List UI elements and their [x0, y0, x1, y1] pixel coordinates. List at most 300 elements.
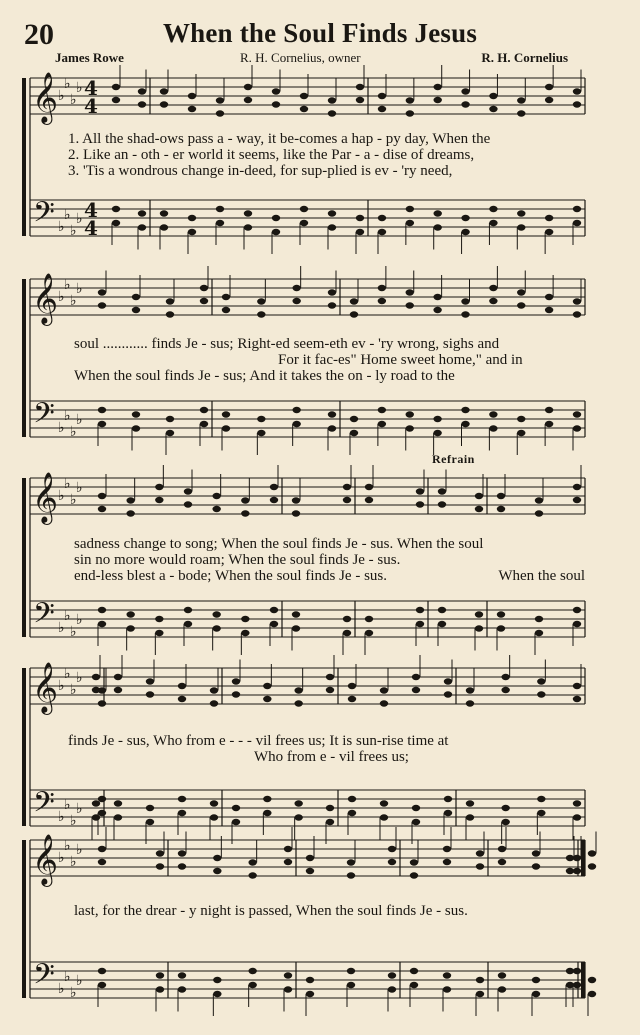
bass-note-head — [517, 416, 525, 422]
bass-note-head — [434, 224, 442, 230]
treble-note-head — [232, 691, 240, 697]
bass-note-head — [98, 407, 106, 413]
treble-clef-icon: 𝄞 — [32, 472, 59, 523]
treble-note-head — [573, 311, 581, 317]
treble-note-head — [444, 691, 452, 697]
treble-note-head — [248, 859, 256, 865]
bass-note-head — [92, 800, 100, 806]
treble-note-head — [461, 298, 469, 304]
treble-note-head — [98, 506, 106, 512]
bass-note-head — [155, 616, 163, 622]
treble-note-head — [406, 97, 414, 103]
treble-note-head — [300, 93, 308, 99]
system-bracket — [22, 478, 26, 637]
bass-note-head — [213, 977, 221, 983]
hymn-number: 20 — [24, 18, 54, 51]
bass-note-head — [241, 630, 249, 636]
bass-note-head — [263, 810, 271, 816]
flat-icon: ♭ — [76, 670, 83, 686]
treble-note-head — [292, 497, 300, 503]
treble-note-head — [126, 510, 134, 516]
treble-note-head — [380, 700, 388, 706]
treble-note-head — [498, 846, 506, 852]
bass-note-head — [517, 224, 525, 230]
treble-note-head — [498, 859, 506, 865]
treble-note-head — [328, 302, 336, 308]
treble-note-head — [343, 497, 351, 503]
treble-note-head — [156, 863, 164, 869]
treble-note-head — [517, 110, 525, 116]
bass-note-head — [489, 206, 497, 212]
treble-note-head — [388, 859, 396, 865]
treble-note-head — [188, 93, 196, 99]
flat-icon: ♭ — [64, 608, 71, 624]
treble-clef-icon: 𝄞 — [32, 273, 59, 324]
bass-note-head — [138, 224, 146, 230]
bass-note-head — [406, 220, 414, 226]
treble-note-head — [292, 298, 300, 304]
bass-note-head — [573, 411, 581, 417]
treble-note-head — [489, 285, 497, 291]
bass-note-head — [248, 982, 256, 988]
bass-note-head — [489, 220, 497, 226]
bass-note-head — [348, 796, 356, 802]
treble-note-head — [126, 497, 134, 503]
bass-note-head — [406, 411, 414, 417]
bass-note-head — [188, 215, 196, 221]
treble-note-head — [160, 88, 168, 94]
treble-note-head — [98, 289, 106, 295]
bass-note-head — [244, 210, 252, 216]
bass-note-head — [212, 625, 220, 631]
treble-note-head — [356, 84, 364, 90]
bass-note-head — [498, 972, 506, 978]
system-bracket — [22, 840, 26, 998]
treble-note-head — [588, 863, 596, 869]
treble-note-head — [306, 868, 314, 874]
treble-note-head — [178, 863, 186, 869]
treble-note-head — [501, 687, 509, 693]
bass-note-head — [98, 796, 106, 802]
bass-note-head — [433, 416, 441, 422]
treble-note-head — [292, 285, 300, 291]
bass-note-head — [497, 625, 505, 631]
bass-note-head — [146, 819, 154, 825]
bass-note-head — [498, 986, 506, 992]
bass-note-head — [272, 229, 280, 235]
lyric-line: soul ............ finds Je - sus; Right-ed seem-eth ev - 'ry wrong, sighs and — [74, 336, 500, 352]
treble-note-head — [294, 687, 302, 693]
treble-clef-icon: 𝄞 — [32, 662, 59, 713]
owner-credit: R. H. Cornelius, owner — [240, 50, 361, 65]
flat-icon: ♭ — [58, 219, 65, 235]
bass-note-head — [112, 220, 120, 226]
bass-note-head — [380, 800, 388, 806]
bass-note-head — [466, 800, 474, 806]
bass-note-head — [501, 819, 509, 825]
bass-note-head — [347, 982, 355, 988]
bass-note-head — [257, 430, 265, 436]
lyric-line: For it fac-es" Home sweet home," and in — [278, 352, 523, 368]
bass-note-head — [378, 215, 386, 221]
treble-note-head — [588, 850, 596, 856]
treble-note-head — [343, 484, 351, 490]
time-signature: 4 — [84, 76, 98, 100]
treble-note-head — [416, 488, 424, 494]
treble-note-head — [326, 687, 334, 693]
flat-icon: ♭ — [64, 476, 71, 492]
bass-note-head — [573, 220, 581, 226]
treble-note-head — [112, 84, 120, 90]
flat-icon: ♭ — [70, 624, 77, 640]
treble-note-head — [212, 506, 220, 512]
bass-note-head — [537, 796, 545, 802]
flat-icon: ♭ — [70, 492, 77, 508]
bass-note-head — [306, 977, 314, 983]
flat-icon: ♭ — [76, 801, 83, 817]
bass-note-head — [292, 625, 300, 631]
treble-note-head — [356, 97, 364, 103]
flat-icon: ♭ — [64, 797, 71, 813]
bass-note-head — [350, 416, 358, 422]
treble-note-head — [378, 285, 386, 291]
bass-note-head — [535, 630, 543, 636]
bass-note-head — [156, 986, 164, 992]
treble-note-head — [497, 493, 505, 499]
bass-note-head — [270, 607, 278, 613]
treble-note-head — [210, 700, 218, 706]
bass-note-head — [216, 206, 224, 212]
final-barline — [581, 840, 585, 876]
bass-note-head — [461, 229, 469, 235]
treble-note-head — [517, 97, 525, 103]
lyric-line: sin no more would roam; When the soul finds Je - sus. — [74, 552, 401, 568]
flat-icon: ♭ — [70, 424, 77, 440]
bass-note-head — [438, 607, 446, 613]
lyric-line: end-less blest a - bode; When the soul finds Je - sus. — [74, 568, 388, 584]
treble-note-head — [156, 850, 164, 856]
lyric-line: 3. 'Tis a wondrous change in-deed, for sup-plied is ev - 'ry need, — [68, 163, 453, 179]
bass-note-head — [573, 968, 581, 974]
bass-note-head — [573, 607, 581, 613]
treble-note-head — [292, 510, 300, 516]
treble-note-head — [328, 97, 336, 103]
system-bracket — [22, 78, 26, 236]
flat-icon: ♭ — [58, 289, 65, 305]
bass-note-head — [188, 229, 196, 235]
treble-note-head — [461, 311, 469, 317]
treble-note-head — [350, 311, 358, 317]
bass-note-head — [573, 425, 581, 431]
treble-note-head — [433, 307, 441, 313]
treble-note-head — [537, 691, 545, 697]
hymn-title: When the Soul Finds Jesus — [162, 18, 478, 48]
treble-note-head — [92, 687, 100, 693]
treble-note-head — [241, 497, 249, 503]
bass-note-head — [545, 421, 553, 427]
bass-note-head — [166, 430, 174, 436]
bass-note-head — [410, 982, 418, 988]
flat-icon: ♭ — [64, 969, 71, 985]
bass-note-head — [241, 616, 249, 622]
bass-note-head — [545, 229, 553, 235]
treble-note-head — [545, 84, 553, 90]
treble-note-head — [213, 868, 221, 874]
bass-note-head — [573, 800, 581, 806]
bass-note-head — [326, 805, 334, 811]
bass-note-head — [443, 972, 451, 978]
treble-note-head — [178, 850, 186, 856]
lyric-line: 1. All the shad-ows pass a - way, it be-comes a hap - py day, When the — [68, 131, 491, 147]
treble-note-head — [573, 298, 581, 304]
bass-note-head — [257, 416, 265, 422]
treble-note-head — [410, 859, 418, 865]
treble-note-head — [348, 683, 356, 689]
refrain-label: Refrain — [432, 452, 475, 466]
time-signature: 4 — [84, 94, 98, 118]
lyric-line: 2. Like an - oth - er world it seems, like the Par - a - dise of dreams, — [68, 147, 475, 163]
bass-note-head — [132, 411, 140, 417]
treble-note-head — [216, 97, 224, 103]
flat-icon: ♭ — [76, 80, 83, 96]
bass-note-head — [222, 425, 230, 431]
treble-note-head — [378, 93, 386, 99]
flat-icon: ♭ — [64, 277, 71, 293]
system-bracket — [22, 668, 26, 826]
treble-note-head — [416, 501, 424, 507]
treble-note-head — [272, 101, 280, 107]
bass-note-head — [216, 220, 224, 226]
bass-note-head — [272, 215, 280, 221]
treble-note-head — [98, 493, 106, 499]
bass-clef-icon: 𝄢 — [33, 397, 55, 437]
treble-note-head — [184, 501, 192, 507]
bass-note-head — [328, 411, 336, 417]
bass-note-head — [535, 616, 543, 622]
bass-note-head — [489, 411, 497, 417]
bass-note-head — [328, 210, 336, 216]
treble-note-head — [98, 846, 106, 852]
bass-note-head — [184, 621, 192, 627]
bass-note-head — [284, 972, 292, 978]
bass-note-head — [155, 630, 163, 636]
flat-icon: ♭ — [76, 412, 83, 428]
treble-note-head — [112, 97, 120, 103]
lyric-line: sadness change to song; When the soul finds Je - sus. When the soul — [74, 536, 484, 552]
bass-note-head — [416, 607, 424, 613]
treble-note-head — [210, 687, 218, 693]
bass-note-head — [126, 625, 134, 631]
bass-note-head — [350, 430, 358, 436]
bass-note-head — [461, 215, 469, 221]
treble-note-head — [92, 674, 100, 680]
treble-note-head — [188, 106, 196, 112]
flat-icon: ♭ — [64, 666, 71, 682]
treble-clef-icon: 𝄞 — [32, 834, 59, 885]
bass-note-head — [406, 425, 414, 431]
treble-note-head — [146, 678, 154, 684]
bass-note-head — [573, 814, 581, 820]
bass-note-head — [232, 819, 240, 825]
treble-note-head — [532, 850, 540, 856]
bass-note-head — [461, 421, 469, 427]
bass-note-head — [300, 220, 308, 226]
flat-icon: ♭ — [58, 420, 65, 436]
bass-note-head — [294, 800, 302, 806]
bass-note-head — [444, 796, 452, 802]
bass-note-head — [292, 421, 300, 427]
treble-note-head — [178, 696, 186, 702]
bass-note-head — [517, 430, 525, 436]
treble-note-head — [475, 506, 483, 512]
treble-note-head — [155, 497, 163, 503]
treble-note-head — [535, 497, 543, 503]
treble-note-head — [244, 97, 252, 103]
bass-note-head — [114, 800, 122, 806]
treble-note-head — [263, 696, 271, 702]
treble-note-head — [244, 84, 252, 90]
treble-note-head — [476, 863, 484, 869]
bass-note-head — [378, 421, 386, 427]
bass-note-head — [573, 206, 581, 212]
bass-note-head — [545, 215, 553, 221]
flat-icon: ♭ — [58, 88, 65, 104]
bass-note-head — [588, 991, 596, 997]
treble-note-head — [497, 506, 505, 512]
bass-note-head — [292, 407, 300, 413]
treble-note-head — [443, 859, 451, 865]
treble-note-head — [406, 110, 414, 116]
bass-note-head — [365, 616, 373, 622]
treble-note-head — [466, 700, 474, 706]
bass-note-head — [222, 411, 230, 417]
flat-icon: ♭ — [76, 211, 83, 227]
bass-note-head — [98, 810, 106, 816]
bass-note-head — [501, 805, 509, 811]
flat-icon: ♭ — [64, 838, 71, 854]
bass-note-head — [573, 982, 581, 988]
treble-note-head — [114, 687, 122, 693]
treble-note-head — [284, 846, 292, 852]
treble-note-head — [443, 846, 451, 852]
treble-note-head — [461, 88, 469, 94]
bass-note-head — [263, 796, 271, 802]
bass-note-head — [348, 810, 356, 816]
bass-note-head — [343, 630, 351, 636]
flat-icon: ♭ — [70, 985, 77, 1001]
treble-note-head — [200, 285, 208, 291]
bass-note-head — [388, 972, 396, 978]
treble-note-head — [213, 855, 221, 861]
flat-icon: ♭ — [76, 612, 83, 628]
bass-note-head — [114, 814, 122, 820]
treble-note-head — [348, 696, 356, 702]
lyric-line: When the soul — [498, 568, 585, 584]
lyricist-credit: James Rowe — [55, 50, 124, 65]
system-bracket — [22, 279, 26, 437]
treble-note-head — [501, 674, 509, 680]
bass-note-head — [98, 421, 106, 427]
bass-note-head — [178, 986, 186, 992]
flat-icon: ♭ — [64, 76, 71, 92]
treble-note-head — [489, 106, 497, 112]
treble-note-head — [178, 683, 186, 689]
treble-note-head — [284, 859, 292, 865]
bass-note-head — [517, 210, 525, 216]
bass-note-head — [146, 805, 154, 811]
bass-note-head — [406, 206, 414, 212]
bass-note-head — [98, 621, 106, 627]
treble-note-head — [545, 97, 553, 103]
bass-note-head — [200, 407, 208, 413]
final-barline — [581, 962, 585, 998]
flat-icon: ♭ — [58, 981, 65, 997]
treble-note-head — [434, 84, 442, 90]
treble-note-head — [263, 683, 271, 689]
bass-note-head — [98, 982, 106, 988]
bass-note-head — [433, 430, 441, 436]
treble-note-head — [216, 110, 224, 116]
treble-note-head — [232, 678, 240, 684]
bass-note-head — [444, 810, 452, 816]
bass-note-head — [160, 210, 168, 216]
bass-note-head — [347, 968, 355, 974]
flat-icon: ♭ — [76, 281, 83, 297]
treble-note-head — [222, 307, 230, 313]
bass-note-head — [461, 407, 469, 413]
treble-note-head — [573, 484, 581, 490]
treble-note-head — [517, 289, 525, 295]
flat-icon: ♭ — [58, 809, 65, 825]
treble-note-head — [535, 510, 543, 516]
flat-icon: ♭ — [58, 488, 65, 504]
bass-clef-icon: 𝄢 — [33, 597, 55, 637]
bass-note-head — [412, 819, 420, 825]
lyric-line: Who from e - vil frees us; — [254, 749, 409, 765]
treble-note-head — [573, 683, 581, 689]
flat-icon: ♭ — [70, 682, 77, 698]
bass-note-head — [138, 210, 146, 216]
bass-note-head — [416, 621, 424, 627]
bass-note-head — [412, 805, 420, 811]
bass-note-head — [178, 796, 186, 802]
lyric-line: last, for the drear - y night is passed, When the soul finds Je - sus. — [74, 903, 468, 919]
bass-note-head — [388, 986, 396, 992]
lyric-line: When the soul finds Je - sus; And it takes the on - ly road to the — [74, 368, 455, 384]
treble-note-head — [475, 493, 483, 499]
treble-note-head — [365, 484, 373, 490]
bass-note-head — [184, 607, 192, 613]
treble-note-head — [537, 678, 545, 684]
treble-note-head — [241, 510, 249, 516]
treble-note-head — [461, 101, 469, 107]
treble-note-head — [200, 298, 208, 304]
treble-note-head — [476, 850, 484, 856]
bass-note-head — [213, 991, 221, 997]
treble-note-head — [347, 859, 355, 865]
treble-note-head — [328, 289, 336, 295]
bass-note-head — [200, 421, 208, 427]
treble-note-head — [300, 106, 308, 112]
treble-note-head — [132, 294, 140, 300]
treble-clef-icon: 𝄞 — [32, 72, 59, 123]
composer-credit: R. H. Cornelius — [481, 50, 568, 65]
flat-icon: ♭ — [76, 480, 83, 496]
flat-icon: ♭ — [70, 223, 77, 239]
bass-note-head — [178, 972, 186, 978]
treble-note-head — [573, 855, 581, 861]
bass-note-head — [356, 215, 364, 221]
